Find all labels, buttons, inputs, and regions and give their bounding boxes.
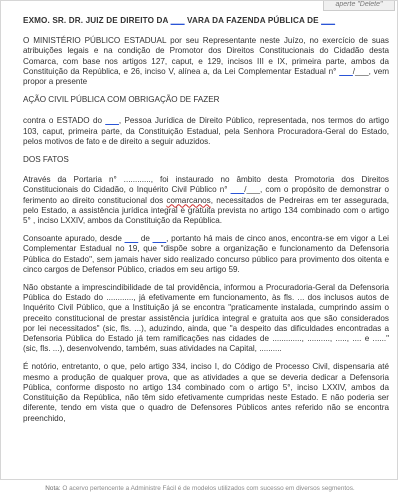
delete-hint-tab: aperte "Delete" bbox=[323, 1, 395, 11]
facts-paragraph-4: É notório, entretanto, o que, pelo artigo 334, inciso I, do Código de Processo Civil, dispensaria até mesmo a produção de qualquer prova, que as atividades a que se deveria dedicar a Defensoria Pública, conforme disposto no artigo 134 combinado com o artigo 5°, inciso LXXIV, ambos da Constituição da República, não têm sido efetivamente cumpridas neste Estado. E não poderia ser diferente, tendo em vista que o quadro de Defensores Públicos antes referido não se encontra preenchido, bbox=[23, 362, 389, 423]
p1-text-b: /___, com o propósito de demonstrar o ferimento ao direito constitucional dos bbox=[23, 185, 389, 205]
document-body bbox=[1, 11, 398, 432]
p2-blank-year[interactable]: ___ bbox=[152, 234, 167, 244]
title-text-mid: VARA DA FAZENDA PÚBLICA DE bbox=[184, 16, 322, 25]
p1-misspelled-word: comarcanos bbox=[166, 195, 211, 205]
against-blank-state[interactable]: ___ bbox=[105, 116, 119, 126]
facts-paragraph-1 bbox=[23, 175, 389, 226]
action-title: AÇÃO CIVIL PÚBLICA COM OBRIGAÇÃO DE FAZER bbox=[23, 95, 220, 105]
p2-text-c: , portanto há mais de cinco anos, encontra-se em vigor a Lei Complementar Estadual no 19, que "dispõe sobre a organização e funcionamento da Defensoria Pública do Estado", sem jamais haver sido realizado concurso público para provimento dos oitenta e cinco cargos de Defensor Público, criados em seu artigo 59. bbox=[23, 234, 389, 274]
against-text-a: contra o ESTADO do bbox=[23, 116, 106, 126]
intro-blank-law-number[interactable]: ___ bbox=[339, 66, 353, 76]
p2-text-a: Consoante apurado, desde bbox=[23, 234, 125, 244]
intro-text-b: /___, vem propor a presente bbox=[23, 66, 389, 87]
title-text-pre: EXMO. SR. DR. JUIZ DE DIREITO DA bbox=[23, 16, 171, 25]
title-blank-city[interactable]: ___ bbox=[321, 16, 336, 25]
footer-note bbox=[0, 484, 400, 493]
facts-paragraph-2 bbox=[23, 234, 389, 275]
against-paragraph bbox=[23, 116, 389, 147]
p2-blank-day[interactable]: ___ bbox=[124, 234, 139, 244]
p1-text-a: Através da Portaria n° ............, foi instaurado no âmbito desta Promotoria dos Direitos Constitucionais do Cidadão, o Inquérito Civil Público n° bbox=[23, 175, 389, 195]
footer-note-text: O acervo pertencente a Administre Fácil é de modelos utilizados com sucesso em diversos segmentos. bbox=[60, 485, 355, 492]
p1-blank-inquiry[interactable]: ___ bbox=[230, 185, 245, 195]
title-blank-vara[interactable]: ___ bbox=[170, 16, 185, 25]
facts-heading: DOS FATOS bbox=[23, 155, 69, 165]
intro-paragraph bbox=[23, 36, 389, 87]
document-title bbox=[23, 16, 389, 26]
footer-note-label: Nota: bbox=[45, 485, 61, 492]
against-text-b: , Pessoa Jurídica de Direito Público, representada, nos termos do artigo 103, caput, primeira parte, da Constituição Estadual, pela Senhora Procuradora-Geral do Estado, pelos motivos de fato e de direito a seguir aduzidos. bbox=[23, 116, 389, 146]
facts-paragraph-3: Não obstante a imprescindibilidade de tal providência, informou a Procuradoria-Geral da Defensoria Pública do Estado do ............, já efetivamente em funcionamento, às fls. ... dos inclusos autos de Inquérito Civil Público, que a Instituição já se encontra "praticamente instalada, cumprindo assim o preceito constitucional de prestar assistência jurídica integral e gratuita aos que são considerados por lei necessitados" (sic, fls. ...), aduzindo, ainda, que "a despeito das dificuldades encontradas a Defensoria Pública do Estado já tem ramificações nas cidades de ............., .........., ....., .... e ......" (sic, fls. ...), desenvolvendo, também, suas atividades na Capital, .......... bbox=[23, 283, 389, 354]
intro-text-a: O MINISTÉRIO PÚBLICO ESTADUAL por seu Representante neste Juízo, no exercício de suas atribuições legais e na condição de Promotor dos Direitos Constitucionais do Cidadão desta Comarca, com base nos artigos 127, caput, e 129, incisos III e IX, primeira parte, ambos da Constituição da República, e 26, inciso V, alínea a, da Lei Complementar Estadual n° bbox=[23, 36, 389, 76]
p1-text-c: , necessitados de Pedreiras em ter assegurada, pelo Estado, a assistência jurídica integral e gratuita prevista no artigo 134 combinado com o artigo 5° , inciso LXXIV, ambos da Constituição da República. bbox=[23, 195, 389, 226]
p2-text-b: de bbox=[138, 234, 153, 244]
